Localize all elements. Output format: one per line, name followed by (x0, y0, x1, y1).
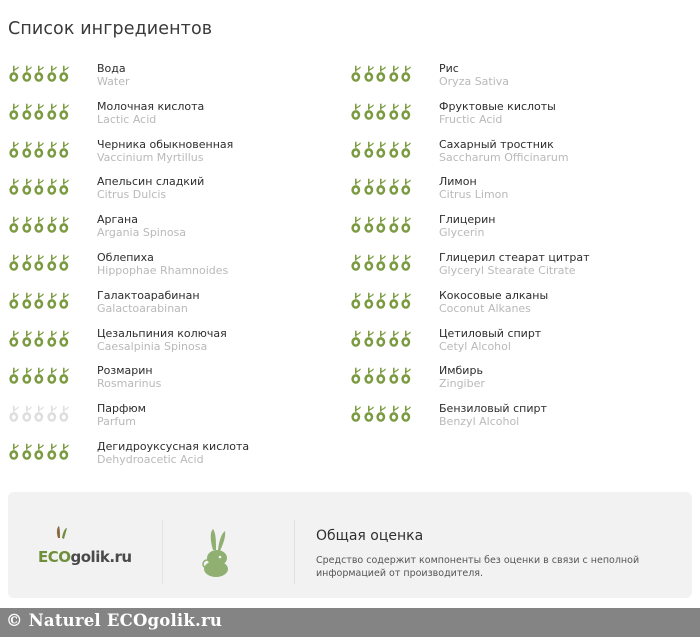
ingredient-name[interactable]: Глицерин (439, 213, 496, 227)
ingredient-inci-name: Oryza Sativa (439, 75, 510, 88)
ingredient-name[interactable]: Парфюм (97, 402, 146, 416)
leaf-icon (400, 216, 412, 234)
ingredient-name[interactable]: Вода (97, 62, 126, 75)
leaf-icon (388, 141, 400, 159)
leaf-icon (58, 367, 70, 385)
leaf-icon (375, 103, 387, 121)
leaf-icon (21, 65, 33, 83)
leaf-icon (46, 141, 58, 159)
leaf-icon (375, 330, 387, 348)
overall-rating-description: Средство содержит компоненты без оценки в связи с неполной информацией от производителя. (316, 555, 640, 579)
leaf-icon (388, 65, 400, 83)
leaf-icon (58, 443, 70, 461)
ingredient-inci-name: Caesalpinia Spinosa (97, 339, 208, 353)
leaf-icon (350, 292, 362, 310)
ingredient-name[interactable]: Черника обыкновенная (97, 137, 234, 151)
leaf-icon (350, 65, 362, 83)
leaf-icon (33, 292, 45, 310)
leaf-icon (350, 178, 362, 196)
ecogolik-logo (38, 538, 138, 568)
ingredient-row[interactable] (350, 251, 690, 289)
leaf-icon (375, 178, 387, 196)
ingredient-inci-name: Cetyl Alcohol (439, 339, 511, 353)
safety-rating-leaves (350, 103, 412, 121)
leaf-icon (46, 367, 58, 385)
leaf-icon (21, 178, 33, 196)
ingredient-row[interactable] (350, 327, 690, 365)
leaf-icon (8, 367, 20, 385)
safety-rating-leaves (8, 216, 70, 234)
safety-rating-leaves (8, 254, 70, 272)
safety-rating-leaves (8, 178, 70, 196)
leaf-icon (400, 254, 412, 272)
logo-rest-text: golik.ru (70, 548, 132, 566)
leaf-icon (400, 141, 412, 159)
leaf-icon (388, 254, 400, 272)
leaf-icon (350, 330, 362, 348)
safety-rating-leaves (8, 292, 70, 310)
ingredient-name[interactable]: Аргана (97, 213, 138, 227)
ingredient-row[interactable] (8, 440, 348, 478)
leaf-icon (400, 65, 412, 83)
ingredient-row[interactable] (350, 402, 690, 440)
leaf-icon (350, 103, 362, 121)
leaf-icon (58, 405, 70, 423)
leaf-icon (8, 254, 20, 272)
ingredient-row[interactable] (350, 175, 690, 213)
safety-rating-leaves (350, 292, 412, 310)
ingredient-name[interactable]: Фруктовые кислоты (439, 99, 556, 113)
leaf-icon (21, 216, 33, 234)
ingredient-row[interactable] (8, 289, 348, 327)
ingredient-row[interactable] (8, 175, 348, 213)
safety-rating-leaves (8, 330, 70, 348)
leaf-icon (363, 405, 375, 423)
watermark-bar (0, 608, 700, 637)
ingredient-row[interactable] (350, 138, 690, 176)
leaf-icon (33, 178, 45, 196)
ingredient-name[interactable]: Имбирь (439, 364, 483, 378)
leaf-icon (21, 141, 33, 159)
ingredient-row[interactable] (350, 100, 690, 138)
ingredient-inci-name: Galactoarabinan (97, 301, 188, 315)
leaf-icon (8, 443, 20, 461)
leaf-icon (33, 405, 45, 423)
leaf-icon (363, 65, 375, 83)
leaf-icon (350, 216, 362, 234)
ingredient-row[interactable] (350, 62, 690, 100)
leaf-icon (375, 254, 387, 272)
ingredient-name[interactable]: Галактоарабинан (97, 288, 200, 302)
leaf-icon (388, 103, 400, 121)
overall-rating-title: Общая оценка (316, 528, 424, 544)
ingredient-row[interactable] (8, 402, 348, 440)
ingredient-row[interactable] (8, 138, 348, 176)
ingredient-row[interactable] (8, 251, 348, 289)
divider (162, 520, 163, 584)
leaf-icon (388, 330, 400, 348)
leaf-icon (33, 141, 45, 159)
leaf-icon (388, 216, 400, 234)
leaf-icon (375, 141, 387, 159)
leaf-icon (8, 141, 20, 159)
leaf-icon (375, 292, 387, 310)
leaf-icon (375, 65, 387, 83)
safety-rating-leaves (350, 330, 412, 348)
ingredient-row[interactable] (8, 62, 348, 100)
leaf-icon (58, 141, 70, 159)
leaf-icon (46, 254, 58, 272)
ingredients-column-left (8, 62, 348, 478)
ingredient-row[interactable] (8, 213, 348, 251)
leaf-icon (350, 254, 362, 272)
leaf-icon (8, 216, 20, 234)
ingredient-name[interactable]: Сахарный тростник (439, 137, 554, 151)
leaf-icon (363, 216, 375, 234)
leaf-icon (388, 178, 400, 196)
overall-rating-panel (8, 492, 692, 598)
ingredient-row[interactable] (8, 327, 348, 365)
safety-rating-leaves (8, 405, 70, 423)
leaf-icon (58, 254, 70, 272)
leaf-icon (46, 103, 58, 121)
leaf-icon (8, 330, 20, 348)
leaf-icon (21, 103, 33, 121)
ingredient-name[interactable]: Цетиловый спирт (439, 326, 542, 340)
leaf-icon (33, 103, 45, 121)
safety-rating-leaves (350, 216, 412, 234)
ingredient-name[interactable]: Глицерил стеарат цитрат (439, 250, 590, 264)
leaf-icon (33, 443, 45, 461)
ingredient-name[interactable]: Молочная кислота (97, 99, 205, 113)
leaf-icon (58, 178, 70, 196)
leaf-icon (21, 443, 33, 461)
leaf-icon (21, 405, 33, 423)
ingredient-inci-name: Glyceryl Stearate Citrate (439, 263, 576, 277)
leaf-icon (400, 405, 412, 423)
ingredient-row[interactable] (350, 213, 690, 251)
leaf-icon (388, 367, 400, 385)
ingredient-inci-name: Saccharum Officinarum (439, 150, 569, 164)
leaf-icon (363, 367, 375, 385)
leaf-icon (58, 216, 70, 234)
leaf-icon (21, 292, 33, 310)
leaf-icon (350, 141, 362, 159)
ingredient-inci-name: Coconut Alkanes (439, 301, 531, 315)
ingredient-name[interactable]: Дегидроуксусная кислота (97, 439, 250, 453)
logo-eco-text: ECO (38, 548, 71, 566)
leaf-icon (8, 65, 20, 83)
ingredient-inci-name: Citrus Dulcis (97, 188, 167, 202)
leaf-icon (46, 330, 58, 348)
leaf-icon (400, 330, 412, 348)
safety-rating-leaves (8, 103, 70, 121)
safety-rating-leaves (350, 367, 412, 385)
ingredient-name[interactable]: Цезальпиния колючая (97, 326, 227, 340)
safety-rating-leaves (350, 178, 412, 196)
safety-rating-leaves (8, 367, 70, 385)
ingredient-inci-name: Lactic Acid (97, 112, 157, 126)
leaf-icon (58, 65, 70, 83)
ingredient-row[interactable] (350, 289, 690, 327)
ingredient-name[interactable]: Кокосовые алканы (439, 288, 549, 302)
leaf-icon (363, 141, 375, 159)
page-title: Список ингредиентов (8, 19, 213, 39)
leaf-icon (363, 103, 375, 121)
green-hare-icon (196, 528, 236, 578)
leaf-icon (363, 254, 375, 272)
ingredients-column-right (350, 62, 690, 440)
safety-rating-leaves (8, 443, 70, 461)
leaf-icon (46, 443, 58, 461)
ingredient-inci-name: Parfum (97, 415, 136, 429)
safety-rating-leaves (350, 141, 412, 159)
leaf-icon (33, 254, 45, 272)
leaf-icon (400, 367, 412, 385)
ingredient-row[interactable] (350, 364, 690, 402)
ingredient-inci-name: Glycerin (439, 226, 485, 240)
leaf-icon (8, 103, 20, 121)
leaf-icon (388, 405, 400, 423)
leaf-icon (46, 65, 58, 83)
leaf-icon (58, 330, 70, 348)
ingredient-name[interactable]: Апельсин сладкий (97, 175, 205, 189)
ingredient-row[interactable] (8, 100, 348, 138)
leaf-icon (58, 292, 70, 310)
leaf-icon (33, 216, 45, 234)
leaf-icon (46, 178, 58, 196)
leaf-icon (46, 216, 58, 234)
ingredient-inci-name: Water (97, 75, 130, 88)
ingredient-name[interactable]: Бензиловый спирт (439, 402, 547, 416)
leaf-icon (33, 65, 45, 83)
leaf-icon (363, 292, 375, 310)
safety-rating-leaves (350, 405, 412, 423)
ingredient-name[interactable]: Облепиха (97, 250, 154, 264)
leaf-icon (375, 216, 387, 234)
leaf-icon (363, 330, 375, 348)
safety-rating-leaves (8, 141, 70, 159)
ingredient-inci-name: Argania Spinosa (97, 226, 187, 240)
leaf-icon (400, 103, 412, 121)
divider (294, 520, 295, 584)
ingredient-inci-name: Fructic Acid (439, 112, 503, 126)
leaf-icon (350, 405, 362, 423)
leaf-icon (375, 367, 387, 385)
ingredient-inci-name: Vaccinium Myrtillus (97, 150, 204, 164)
ingredient-name[interactable]: Розмарин (97, 364, 153, 378)
leaf-icon (8, 178, 20, 196)
ingredient-name[interactable]: Рис (439, 62, 459, 75)
leaf-icon (8, 292, 20, 310)
leaf-icon (21, 254, 33, 272)
ingredient-inci-name: Dehydroacetic Acid (97, 452, 204, 466)
leaf-icon (400, 292, 412, 310)
ingredient-inci-name: Citrus Limon (439, 188, 509, 202)
ingredient-name[interactable]: Лимон (439, 175, 477, 189)
ingredient-inci-name: Benzyl Alcohol (439, 415, 520, 429)
leaf-icon (8, 405, 20, 423)
leaf-icon (46, 292, 58, 310)
leaf-icon (388, 292, 400, 310)
leaf-icon (400, 178, 412, 196)
leaf-icon (58, 103, 70, 121)
ingredient-row[interactable] (8, 364, 348, 402)
safety-rating-leaves (350, 65, 412, 83)
ingredient-inci-name: Zingiber (439, 377, 485, 391)
safety-rating-leaves (8, 65, 70, 83)
leaf-icon (33, 330, 45, 348)
leaf-icon (375, 405, 387, 423)
watermark-text: © Naturel ECOgolik.ru (6, 611, 223, 630)
leaf-icon (350, 367, 362, 385)
leaf-icon (363, 178, 375, 196)
leaf-icon (46, 405, 58, 423)
leaf-icon (21, 367, 33, 385)
ingredient-inci-name: Hippophae Rhamnoides (97, 263, 229, 277)
leaf-icon (33, 367, 45, 385)
safety-rating-leaves (350, 254, 412, 272)
ingredient-inci-name: Rosmarinus (97, 377, 162, 391)
leaf-icon (21, 330, 33, 348)
